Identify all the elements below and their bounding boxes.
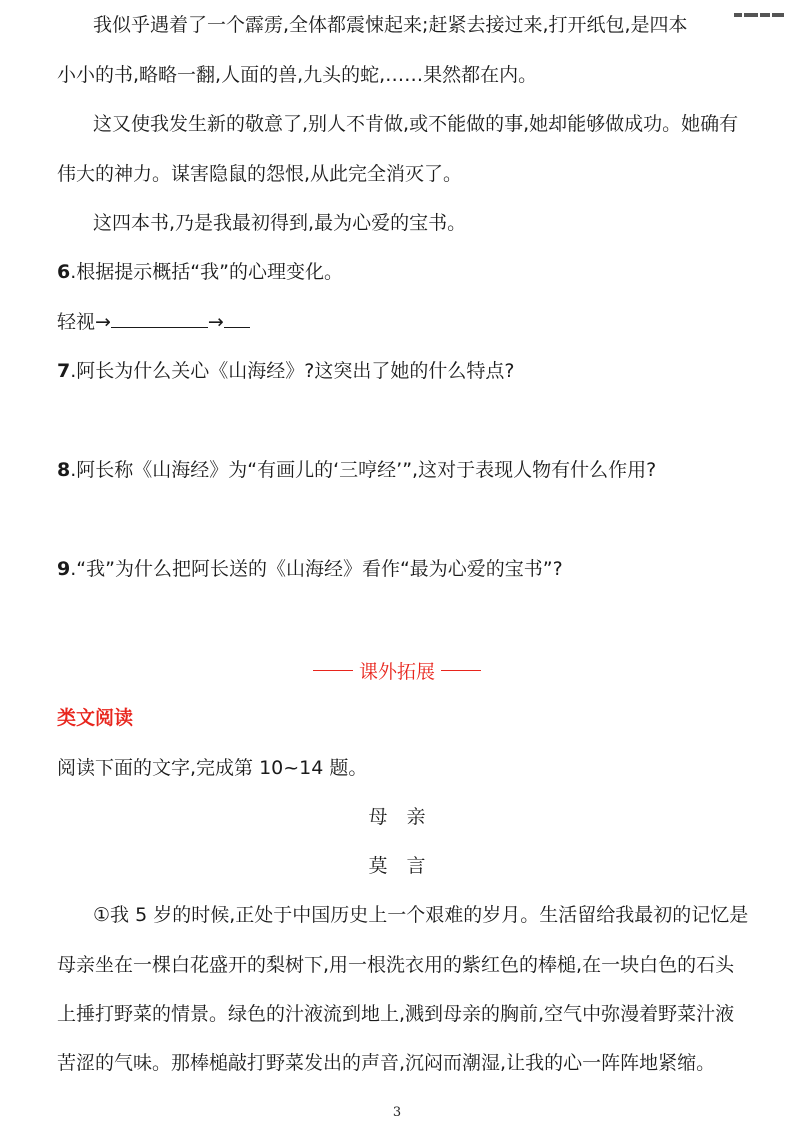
question-6 [57,257,343,284]
question-8 [57,455,656,482]
answer-blank[interactable] [224,309,250,328]
instruction: 阅读下面的文字,完成第 10~14 题。 [57,757,368,779]
article-line: 苦涩的气味。那棒槌敲打野菜发出的声音,沉闷而潮湿,让我的心一阵阵地紧缩。 [57,1052,716,1074]
section-title: 课外拓展 [358,661,435,683]
article-line: ①我 5 岁的时候,正处于中国历史上一个艰难的岁月。生活留给我最初的记忆是 [93,904,749,926]
question-number: 6 [57,261,71,283]
section-divider [0,654,794,684]
question-9 [57,554,563,581]
prompt-start: 轻视→ [57,311,111,333]
divider-rule [313,670,353,671]
article-line: 上捶打野菜的情景。绿色的汁液流到地上,溅到母亲的胸前,空气中弥漫着野菜汁液 [57,1003,735,1025]
question-text: .阿长称《山海经》为“有画儿的‘三哼经’”,这对于表现人物有什么作用? [70,459,657,481]
question-7 [57,356,514,383]
passage-line: 小小的书,略略一翻,人面的兽,九头的蛇,……果然都在内。 [57,64,538,86]
question-number: 9 [57,558,71,580]
question-text: .根据提示概括“我”的心理变化。 [70,261,343,283]
passage-line: 这四本书,乃是我最初得到,最为心爱的宝书。 [93,212,467,234]
passage-line: 伟大的神力。谋害隐鼠的怨恨,从此完全消灭了。 [57,163,463,185]
corner-mark [734,0,788,5]
page-number: 3 [392,1105,402,1120]
question-text: .阿长为什么关心《山海经》?这突出了她的什么特点? [70,360,515,382]
passage-line: 我似乎遇着了一个霹雳,全体都震悚起来;赶紧去接过来,打开纸包,是四本 [93,14,688,36]
passage-line: 这又使我发生新的敬意了,别人不肯做,或不能做的事,她却能够做成功。她确有 [93,113,739,135]
question-number: 8 [57,459,71,481]
article-title: 母 亲 [368,806,426,828]
question-6-prompt [57,307,250,334]
question-text: .“我”为什么把阿长送的《山海经》看作“最为心爱的宝书”? [70,558,563,580]
question-number: 7 [57,360,71,382]
arrow: → [207,311,224,333]
subheading: 类文阅读 [57,707,134,729]
divider-rule [441,670,481,671]
article-author: 莫 言 [368,855,426,877]
answer-blank[interactable] [111,309,208,328]
article-line: 母亲坐在一棵白花盛开的梨树下,用一根洗衣用的紫红色的棒槌,在一块白色的石头 [57,954,735,976]
